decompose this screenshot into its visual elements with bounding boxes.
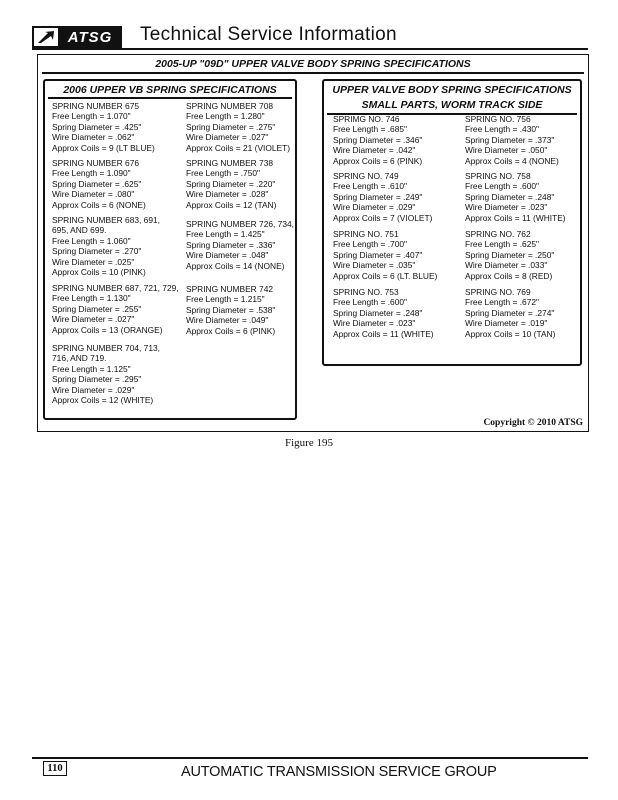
spring-spec-line: Wire Diameter = .062" bbox=[52, 132, 135, 143]
spring-number: SPRING NUMBER 704, 713, bbox=[52, 343, 160, 353]
page-title: Technical Service Information bbox=[140, 24, 397, 45]
spring-spec-block bbox=[52, 215, 160, 277]
spring-number: SPRING NUMBER 738 bbox=[186, 158, 274, 168]
spring-spec-line: Free Length = 1.125" bbox=[52, 363, 131, 374]
spring-spec-line: Approx Coils = 4 (NONE) bbox=[465, 155, 559, 166]
spring-spec-line: Free Length = .750" bbox=[186, 168, 260, 179]
spring-spec-line: Approx Coils = 6 (PINK) bbox=[333, 155, 423, 166]
spring-spec-line: Spring Diameter = .275" bbox=[186, 121, 276, 132]
spring-spec-line: Free Length = .685" bbox=[333, 124, 407, 135]
page-number: 110 bbox=[43, 761, 67, 776]
spring-spec-line: 716, AND 719. bbox=[52, 353, 107, 364]
spring-spec-line: Spring Diameter = .274" bbox=[465, 307, 555, 318]
spring-spec-line: Free Length = .610" bbox=[333, 181, 407, 192]
figure-title: 2005-UP "09D" UPPER VALVE BODY SPRING SPECIFICATIONS bbox=[155, 58, 471, 70]
spring-spec-line: Wire Diameter = .048" bbox=[186, 250, 269, 261]
panel-title: 2006 UPPER VB SPRING SPECIFICATIONS bbox=[63, 84, 277, 96]
header-rule bbox=[32, 48, 588, 50]
spring-spec-line: Free Length = 1.090" bbox=[52, 168, 131, 179]
spring-spec-line: Wire Diameter = .019" bbox=[465, 318, 548, 329]
panel-title-line1: UPPER VALVE BODY SPRING SPECIFICATIONS bbox=[332, 84, 572, 96]
spring-spec-block bbox=[333, 287, 434, 339]
spring-spec-line: Approx Coils = 13 (ORANGE) bbox=[52, 324, 163, 335]
figure-box bbox=[37, 54, 589, 432]
spring-number: SPRING NO. 751 bbox=[333, 229, 399, 239]
spring-number: SPRING NUMBER 726, 734, bbox=[186, 219, 294, 229]
spring-spec-line: Approx Coils = 6 (PINK) bbox=[186, 325, 276, 336]
spring-spec-line: Approx Coils = 9 (LT BLUE) bbox=[52, 142, 155, 153]
spring-spec-line: Approx Coils = 12 (WHITE) bbox=[52, 395, 154, 406]
logo-text: ATSG bbox=[60, 28, 120, 46]
spring-spec-line: Free Length = 1.425" bbox=[186, 229, 265, 240]
spring-spec-line: Free Length = 1.215" bbox=[186, 294, 265, 305]
spring-spec-line: Approx Coils = 10 (PINK) bbox=[52, 267, 146, 278]
spring-number: SPRING NUMBER 742 bbox=[186, 284, 274, 294]
spring-number: SPRIMG NO. 746 bbox=[333, 114, 400, 124]
spring-number: SPRING NO. 762 bbox=[465, 229, 531, 239]
spring-spec-line: Wire Diameter = .050" bbox=[465, 145, 548, 156]
spring-spec-line: Wire Diameter = .025" bbox=[52, 256, 135, 267]
spring-spec-line: Approx Coils = 21 (VIOLET) bbox=[186, 142, 291, 153]
spring-spec-line: Wire Diameter = .035" bbox=[333, 260, 416, 271]
copyright: Copyright © 2010 ATSG bbox=[483, 418, 583, 428]
spring-spec-line: Spring Diameter = .250" bbox=[465, 249, 555, 260]
spring-spec-block bbox=[465, 114, 559, 166]
atsg-logo bbox=[32, 26, 122, 48]
spring-number: SPRING NO. 769 bbox=[465, 287, 531, 297]
spring-spec-line: Free Length = 1.070" bbox=[52, 111, 131, 122]
spring-spec-line: Spring Diameter = .255" bbox=[52, 303, 142, 314]
spring-spec-line: Free Length = 1.130" bbox=[52, 293, 131, 304]
spring-spec-line: Approx Coils = 10 (TAN) bbox=[465, 328, 556, 339]
spring-spec-block bbox=[333, 114, 422, 166]
spring-spec-line: Free Length = .600" bbox=[333, 297, 407, 308]
spring-number: SPRING NO. 749 bbox=[333, 171, 399, 181]
spring-spec-block bbox=[333, 229, 437, 281]
spring-spec-line: Spring Diameter = .336" bbox=[186, 239, 276, 250]
spring-spec-line: Approx Coils = 11 (WHITE) bbox=[465, 212, 566, 223]
spring-number: SPRING NO. 758 bbox=[465, 171, 531, 181]
spring-number: SPRING NUMBER 675 bbox=[52, 101, 140, 111]
panel-title-line2: SMALL PARTS, WORM TRACK SIDE bbox=[361, 99, 543, 111]
spring-spec-line: Wire Diameter = .080" bbox=[52, 189, 135, 200]
spring-spec-line: Free Length = .672" bbox=[465, 297, 539, 308]
spring-spec-line: Wire Diameter = .029" bbox=[333, 202, 416, 213]
spring-spec-line: Wire Diameter = .027" bbox=[52, 314, 135, 325]
spring-spec-line: Spring Diameter = .538" bbox=[186, 304, 276, 315]
spring-spec-block bbox=[52, 283, 179, 335]
spring-spec-line: Free Length = 1.280" bbox=[186, 111, 265, 122]
spring-spec-block bbox=[186, 284, 275, 336]
spring-spec-block bbox=[186, 219, 294, 271]
spring-spec-block bbox=[465, 171, 566, 223]
spring-spec-line: Approx Coils = 11 (WHITE) bbox=[333, 328, 434, 339]
spring-spec-line: Approx Coils = 7 (VIOLET) bbox=[333, 212, 433, 223]
footer-rule bbox=[32, 757, 588, 759]
spring-spec-line: Spring Diameter = .248" bbox=[465, 191, 555, 202]
spring-number: SPRING NUMBER 687, 721, 729, bbox=[52, 283, 179, 293]
spring-spec-line: Spring Diameter = .249" bbox=[333, 191, 423, 202]
spring-spec-line: Spring Diameter = .346" bbox=[333, 134, 423, 145]
spring-spec-line: Wire Diameter = .023" bbox=[333, 318, 416, 329]
spring-spec-line: Wire Diameter = .023" bbox=[465, 202, 548, 213]
spring-spec-line: Spring Diameter = .373" bbox=[465, 134, 555, 145]
figure-caption: Figure 195 bbox=[285, 437, 333, 449]
spring-spec-line: Spring Diameter = .270" bbox=[52, 246, 142, 257]
figure-title-rule bbox=[42, 72, 584, 74]
logo-arrow-icon bbox=[34, 28, 60, 46]
spring-spec-line: Free Length = .430" bbox=[465, 124, 539, 135]
spring-spec-line: Free Length = .625" bbox=[465, 239, 539, 250]
panel-title-rule bbox=[48, 97, 292, 99]
spring-spec-block bbox=[186, 158, 276, 210]
spring-spec-line: Spring Diameter = .425" bbox=[52, 121, 142, 132]
spring-spec-block bbox=[465, 229, 554, 281]
spring-spec-line: Wire Diameter = .029" bbox=[52, 384, 135, 395]
spring-spec-line: Wire Diameter = .028" bbox=[186, 189, 269, 200]
spring-spec-block bbox=[465, 287, 555, 339]
footer-text: AUTOMATIC TRANSMISSION SERVICE GROUP bbox=[181, 764, 497, 780]
spring-number: SPRING NUMBER 708 bbox=[186, 101, 274, 111]
panel-title bbox=[324, 83, 580, 113]
spring-spec-line: Spring Diameter = .248" bbox=[333, 307, 423, 318]
spring-spec-line: 695, AND 699. bbox=[52, 225, 107, 236]
spring-spec-line: Approx Coils = 8 (RED) bbox=[465, 270, 553, 281]
spring-spec-line: Spring Diameter = .295" bbox=[52, 374, 142, 385]
spring-spec-block bbox=[186, 101, 290, 153]
spring-spec-line: Wire Diameter = .027" bbox=[186, 132, 269, 143]
spring-number: SPRING NUMBER 683, 691, bbox=[52, 215, 160, 225]
spring-spec-block bbox=[333, 171, 432, 223]
spring-spec-line: Spring Diameter = .407" bbox=[333, 249, 423, 260]
panel-upper-vb-small-parts bbox=[322, 79, 582, 366]
spring-spec-block bbox=[52, 343, 160, 405]
spring-number: SPRING NO. 756 bbox=[465, 114, 531, 124]
spring-spec-line: Approx Coils = 14 (NONE) bbox=[186, 260, 285, 271]
spring-spec-line: Wire Diameter = .049" bbox=[186, 315, 269, 326]
panel-2006-upper-vb bbox=[43, 79, 297, 420]
spring-spec-line: Spring Diameter = .220" bbox=[186, 178, 276, 189]
spring-spec-line: Free Length = 1.060" bbox=[52, 235, 131, 246]
spring-spec-line: Wire Diameter = .033" bbox=[465, 260, 548, 271]
spring-number: SPRING NUMBER 676 bbox=[52, 158, 140, 168]
spring-spec-line: Free Length = .600" bbox=[465, 181, 539, 192]
spring-spec-line: Approx Coils = 6 (LT. BLUE) bbox=[333, 270, 438, 281]
spring-spec-line: Free Length = .700" bbox=[333, 239, 407, 250]
spring-spec-line: Spring Diameter = .625" bbox=[52, 178, 142, 189]
spring-spec-line: Approx Coils = 12 (TAN) bbox=[186, 199, 277, 210]
spring-spec-line: Approx Coils = 6 (NONE) bbox=[52, 199, 146, 210]
spring-spec-block bbox=[52, 101, 155, 153]
spring-spec-block bbox=[52, 158, 146, 210]
spring-spec-line: Wire Diameter = .042" bbox=[333, 145, 416, 156]
spring-number: SPRING NO. 753 bbox=[333, 287, 399, 297]
